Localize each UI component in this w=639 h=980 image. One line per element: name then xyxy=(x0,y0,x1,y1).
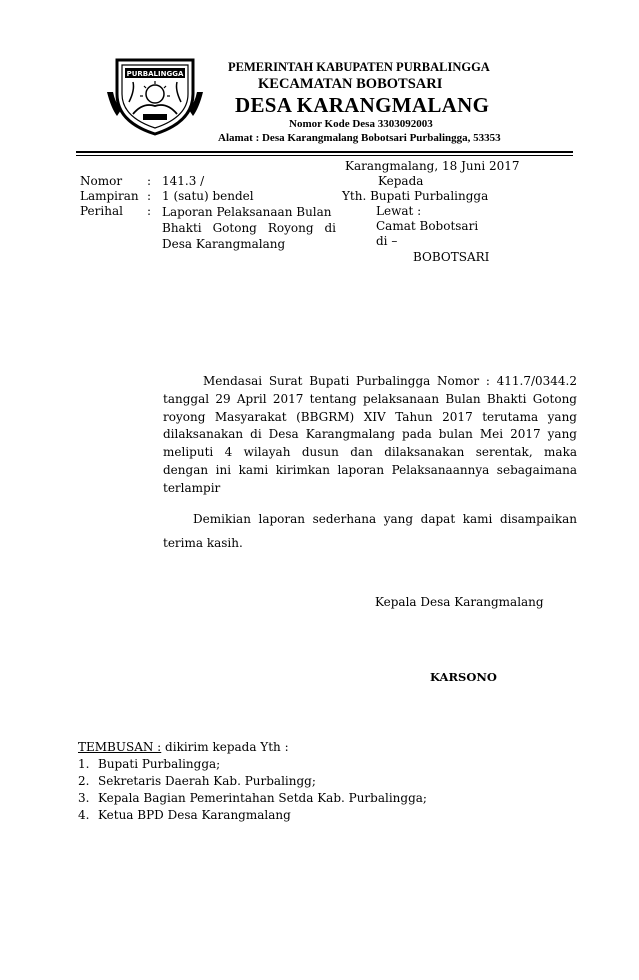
perihal-label: Perihal xyxy=(80,204,123,218)
perihal-line: Desa Karangmalang xyxy=(162,237,286,251)
body-line: Demikian laporan sederhana yang dapat kami disampaikan xyxy=(193,512,577,526)
signature-name: KARSONO xyxy=(430,670,497,684)
kabupaten-emblem xyxy=(103,56,207,136)
recipient-lewat: Lewat : xyxy=(376,204,422,218)
lampiran-value: 1 (satu) bendel xyxy=(162,189,254,203)
kop-divider-thin xyxy=(76,155,573,156)
lampiran-label: Lampiran xyxy=(80,189,139,203)
tembusan-item-num: 1. xyxy=(78,757,90,771)
signature-title: Kepala Desa Karangmalang xyxy=(375,595,544,609)
recipient-camat: Camat Bobotsari xyxy=(376,219,479,233)
kop-kode-desa: Nomor Kode Desa 3303092003 xyxy=(289,118,433,130)
perihal-colon: : xyxy=(147,204,152,218)
tembusan-item: Bupati Purbalingga; xyxy=(98,757,221,771)
nomor-value: 141.3 / xyxy=(162,174,205,188)
tembusan-rest: dikirim kepada Yth : xyxy=(161,740,289,754)
body-line: royong Masyarakat (BBGRM) XIV Tahun 2017 terutama yang xyxy=(163,409,577,424)
tembusan-item-num: 2. xyxy=(78,774,90,788)
kop-alamat: Alamat : Desa Karangmalang Bobotsari Purbalingga, 53353 xyxy=(218,132,501,144)
tembusan-item-num: 3. xyxy=(78,791,90,805)
tembusan-item: Kepala Bagian Pemerintahan Setda Kab. Purbalingga; xyxy=(98,791,427,805)
perihal-value xyxy=(162,204,336,252)
nomor-label: Nomor xyxy=(80,174,123,188)
recipient-di: di – xyxy=(376,234,398,248)
perihal-line: Laporan Pelaksanaan Bulan xyxy=(162,205,332,219)
tembusan-item-num: 4. xyxy=(78,808,90,822)
body-paragraph-1 xyxy=(163,373,577,498)
perihal-line: Bhakti Gotong Royong di xyxy=(162,221,336,235)
body-line: tanggal 29 April 2017 tentang pelaksanaan Bulan Bhakti Gotong xyxy=(163,391,577,406)
emblem-text: PURBALINGGA xyxy=(126,70,184,78)
tembusan-label: TEMBUSAN : xyxy=(78,740,162,754)
kop-pemerintah: PEMERINTAH KABUPATEN PURBALINGGA xyxy=(228,60,490,74)
recipient-yth: Yth. Bupati Purbalingga xyxy=(342,189,489,203)
tembusan-item: Ketua BPD Desa Karangmalang xyxy=(98,808,291,822)
body-line: terlampir xyxy=(163,480,221,495)
body-line: dengan ini kami kirimkan laporan Pelaksanaannya sebagaimana xyxy=(163,462,577,477)
kop-desa: DESA KARANGMALANG xyxy=(235,93,490,117)
body-line: terima kasih. xyxy=(163,536,243,550)
tembusan-item: Sekretaris Daerah Kab. Purbalingg; xyxy=(98,774,316,788)
nomor-colon: : xyxy=(147,174,152,188)
body-line: Mendasai Surat Bupati Purbalingga Nomor : 411.7/0344.2 xyxy=(203,374,577,388)
body-paragraph-2 xyxy=(163,507,577,555)
body-line: meliputi 4 wilayah dusun dan dilaksanakan serentak, maka xyxy=(163,445,577,460)
letter-date: Karangmalang, 18 Juni 2017 xyxy=(345,159,520,173)
recipient-kota: BOBOTSARI xyxy=(413,250,490,264)
body-line: dilaksanakan di Desa Karangmalang pada bulan Mei 2017 yang xyxy=(163,427,577,442)
kop-divider-thick xyxy=(76,151,573,153)
recipient-kepada: Kepada xyxy=(378,174,424,188)
tembusan-heading xyxy=(78,740,289,755)
kop-kecamatan: KECAMATAN BOBOTSARI xyxy=(258,76,443,92)
lampiran-colon: : xyxy=(147,189,152,203)
